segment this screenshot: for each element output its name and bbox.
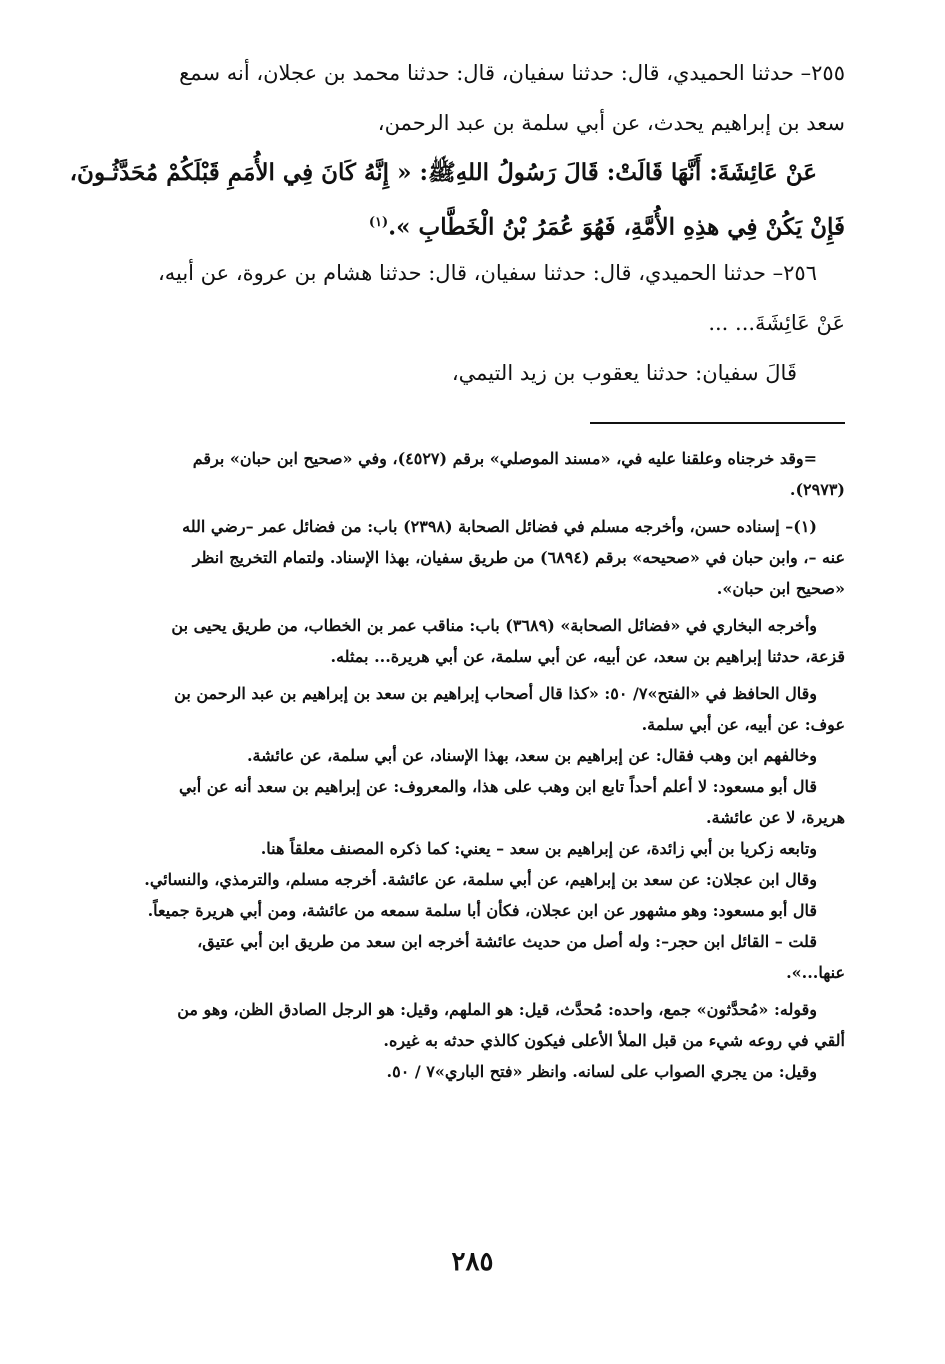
footnote-line: وقال ابن عجلان: عن سعد بن إبراهيم، عن أبي سلمة، عن عائشة. أخرجه مسلم، والترمذي، والنسائي.	[144, 870, 817, 889]
hadith-255-line-2: سعد بن إبراهيم يحدث، عن أبي سلمة بن عبد الرحمن،	[377, 111, 845, 135]
footnote-line: وقال الحافظ في «الفتح»٧/ ٥٠: «كذا قال أصحاب إبراهيم بن سعد بن إبراهيم بن عبد الرحمن بن	[174, 684, 817, 703]
footnote-line: عنه –، وابن حبان في «صحيحه» برقم (٦٨٩٤) من طريق سفيان، بهذا الإسناد. ولتمام التخريج انظر	[192, 548, 845, 567]
hadith-255-matn-line-2	[70, 198, 845, 248]
footnote-line: قزعة، حدثنا إبراهيم بن سعد، عن أبيه، عن أبي سلمة، عن أبي هريرة... بمثله.	[330, 647, 845, 666]
footnote-line: عوف: عن أبيه، عن أبي سلمة.	[641, 715, 845, 734]
hadith-256-line-1: ٢٥٦– حدثنا الحميدي، قال: حدثنا سفيان، قال: حدثنا هشام بن عروة، عن أبيه،	[157, 261, 817, 285]
footnote-line: (٢٩٧٣).	[789, 480, 845, 499]
footnote-line: ألقي في روعه شيء من قبل الملأ الأعلى فيكون كالذي حدثه به غيره.	[383, 1031, 845, 1050]
hadith-256-line-2: عَنْ عَائِشَةَ... ...	[708, 311, 845, 335]
footnote-line: قال أبو مسعود: لا أعلم أحداً تابع ابن وهب على هذا، والمعروف: عن إبراهيم بن سعد أنه عن أبي	[178, 777, 817, 796]
main-text	[70, 48, 845, 398]
footnote-marker: (١)	[368, 215, 389, 230]
footnote-line: «صحيح ابن حبان».	[716, 579, 845, 598]
footnote-line: وقوله: «مُحدَّثون» جمع، واحده: مُحدَّث، قيل: هو الملهم، وقيل: هو الرجل الصادق الظن، وهو من	[177, 1000, 817, 1019]
footnote-line: وخالفهم ابن وهب فقال: عن إبراهيم بن سعد، بهذا الإسناد، عن أبي سلمة، عن عائشة.	[246, 746, 817, 765]
footnote-line: قال أبو مسعود: وهو مشهور عن ابن عجلان، فكأن أبا سلمة سمعه من عائشة، ومن أبي هريرة جميعاً.	[147, 901, 817, 920]
footnote-line: هريرة، لا عن عائشة.	[706, 808, 845, 827]
page-number: ٢٨٥	[451, 1247, 494, 1277]
footnote-line: وأخرجه البخاري في «فضائل الصحابة» (٣٦٨٩) باب: مناقب عمر بن الخطاب، من طريق يحيى بن	[171, 616, 817, 635]
footnote-line: وقيل: من يجري الصواب على لسانه. وانظر «فتح الباري»٧ / ٥٠.	[386, 1062, 817, 1081]
footnote-separator	[590, 422, 845, 424]
hadith-255-line-1: ٢٥٥– حدثنا الحميدي، قال: حدثنا سفيان، قال: حدثنا محمد بن عجلان، أنه سمع	[179, 61, 845, 85]
hadith-256-line-3: قَالَ سفيان: حدثنا يعقوب بن زيد التيمي،	[451, 361, 797, 385]
footnotes	[68, 443, 845, 1087]
footnote-line: =وقد خرجناه وعلقنا عليه في، «مسند الموصلي» برقم (٤٥٢٧)، وفي «صحيح ابن حبان» برقم	[192, 449, 817, 468]
footnote-line: وتابعه زكريا بن أبي زائدة، عن إبراهيم بن سعد – يعني: كما ذكره المصنف معلقاً هنا.	[260, 839, 817, 858]
footnote-line: (١)– إسناده حسن، وأخرجه مسلم في فضائل الصحابة (٢٣٩٨) باب: من فضائل عمر –رضي الله	[182, 517, 817, 536]
hadith-255-matn-line-1: عَنْ عَائِشَةَ: أَنَّهَا قَالَتْ: قَالَ رَسُولُ اللهِﷺ: « إِنَّهُ كَانَ فِي الأُمَمِ قَبْلَكُمْ مُحَدَّثُـونَ،	[70, 159, 817, 186]
footnote-line: قلت – القائل ابن حجر–: وله أصل من حديث عائشة أخرجه ابن سعد من طريق ابن أبي عتيق،	[197, 932, 817, 951]
footnote-line: عنها...».	[786, 963, 845, 982]
hadith-255-matn-text: فَإِنْ يَكُنْ فِي هذِهِ الأُمَّةِ، فَهُوَ عُمَرُ بْنُ الْخَطَّابِ ».	[388, 213, 845, 241]
